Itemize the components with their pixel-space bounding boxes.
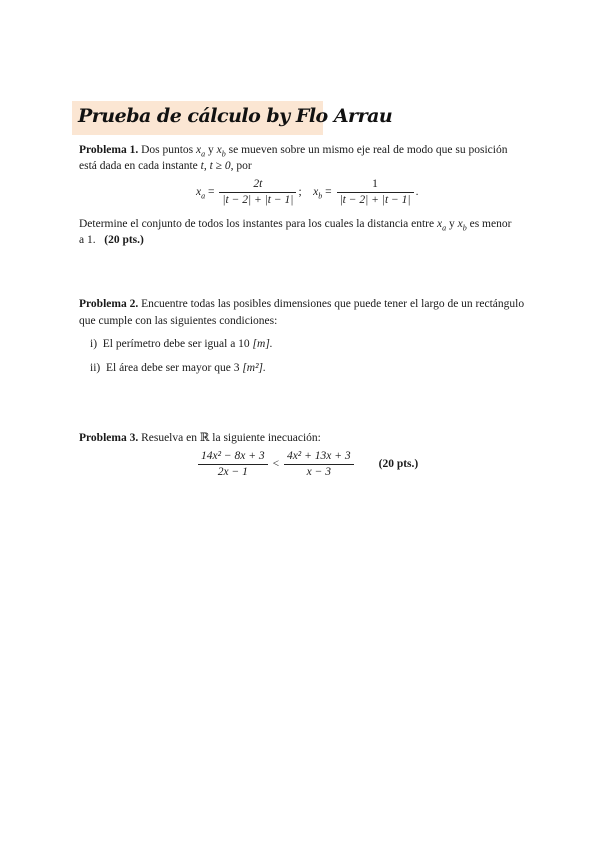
- rhs-den: x − 3: [306, 466, 331, 478]
- fraction-a-den: |t − 2| + |t − 1|: [222, 194, 294, 206]
- problem2-line2: [79, 313, 277, 329]
- fraction-a-num: 2t: [219, 178, 296, 193]
- lhs-den: 2x − 1: [217, 466, 248, 478]
- title-highlight: [72, 101, 393, 135]
- lhs-fraction: [198, 450, 268, 479]
- eq-b-lhs: x: [313, 186, 319, 199]
- var-xb: x: [216, 144, 222, 156]
- problem1-text-rest: se mueven sobre un mismo eje real de modo que su posición: [228, 144, 508, 156]
- rhs-num: 4x² + 13x + 3: [284, 450, 354, 465]
- por: por: [236, 160, 252, 172]
- condition: t ≥ 0,: [209, 160, 234, 172]
- item2-unit: [m²].: [242, 362, 266, 374]
- problem2-item1: [90, 338, 273, 350]
- fraction-b-num: 1: [337, 178, 414, 193]
- problem1-label: Problema 1.: [79, 144, 139, 156]
- eq-a-sub: a: [201, 191, 206, 201]
- rhs-fraction: [284, 450, 354, 479]
- item2-marker: ii): [90, 362, 101, 374]
- problem1-text: Dos puntos: [141, 144, 194, 156]
- var-xb-sub: b: [221, 149, 226, 159]
- problem3-points: (20 pts.): [378, 458, 419, 471]
- inequation: [196, 450, 418, 479]
- equation-xa: $x_a$ = $\frac{2t}{|t - 2| + |t - 1|}$ ; $x_b$ = $\frac{1}{|t - 2| + |t - 1|}$ .: [196, 178, 419, 206]
- problem1-line2: [79, 158, 252, 174]
- problem1-line3: Determine el conjunto de todos los instantes para los cuales la distancia entre $x_a$ y $x_b$ es menor: [79, 218, 512, 233]
- fraction-a: [219, 178, 296, 207]
- var-t: t,: [200, 160, 207, 172]
- problem1-line4: [79, 232, 144, 248]
- page-title: Prueba de cálculo by Flo Arrau: [78, 105, 393, 127]
- eq-a-lhs: x: [196, 186, 202, 199]
- fraction-b-den: |t − 2| + |t − 1|: [339, 194, 411, 206]
- problem3-text: Resuelva en ℝ la siguiente inecuación:: [141, 432, 321, 444]
- item1-text: El perímetro debe ser igual a 10: [102, 338, 250, 350]
- lhs-num: 14x² − 8x + 3: [198, 450, 268, 465]
- problem1-text3-end: es menor: [469, 218, 512, 230]
- var-xa: x: [196, 144, 202, 156]
- var-xa-sub: a: [201, 149, 206, 159]
- problem1-text2: está dada en cada instante: [79, 160, 198, 172]
- problem2-text: Encuentre todas las posibles dimensiones que puede tener el largo de un rectángulo: [141, 298, 525, 310]
- problem2-line1: [79, 296, 524, 312]
- problem3-label: Problema 3.: [79, 432, 139, 444]
- conj-y: y: [208, 144, 214, 156]
- relation: <: [272, 458, 280, 471]
- problem1-text4: a 1.: [79, 234, 96, 246]
- problem1-text3: Determine el conjunto de todos los instantes para los cuales la distancia entre: [79, 218, 435, 230]
- problem3-line1: [79, 430, 321, 446]
- item1-unit: [m].: [252, 338, 273, 350]
- item2-text: El área debe ser mayor que 3: [105, 362, 240, 374]
- problem2-label: Problema 2.: [79, 298, 139, 310]
- item1-marker: i): [90, 338, 98, 350]
- problem2-text2: que cumple con las siguientes condiciones:: [79, 315, 278, 327]
- problem2-item2: [90, 362, 266, 374]
- eq-b-sub: b: [318, 191, 323, 201]
- fraction-b: [337, 178, 414, 207]
- problem1-points: (20 pts.): [104, 234, 144, 246]
